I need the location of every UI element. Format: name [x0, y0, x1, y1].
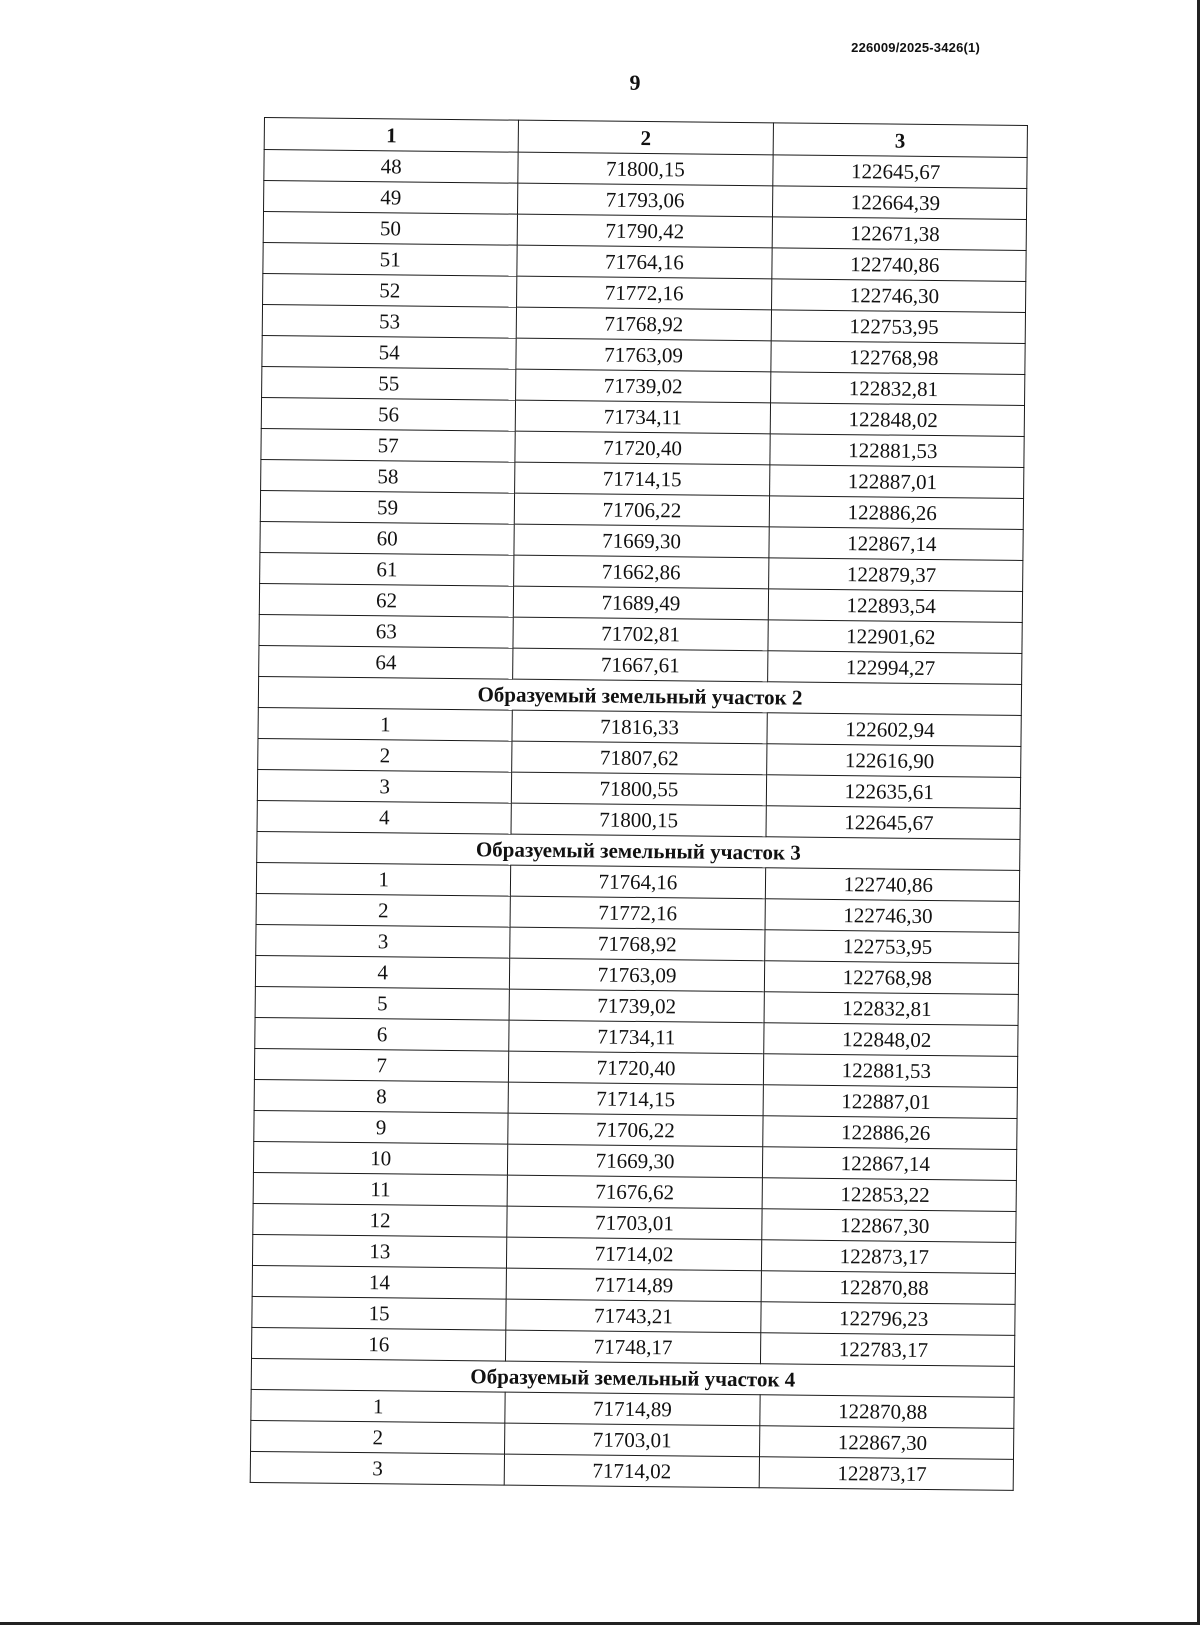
point-number-cell: 48 — [264, 150, 519, 184]
point-number-cell: 63 — [259, 614, 514, 648]
section-title: Образуемый земельный участок 3 — [257, 831, 1020, 870]
y-coordinate-cell: 122886,26 — [762, 1116, 1017, 1150]
point-number-cell: 2 — [258, 738, 513, 772]
y-coordinate-cell: 122783,17 — [760, 1333, 1015, 1367]
point-number-cell: 4 — [255, 955, 510, 989]
point-number-cell: 4 — [257, 800, 512, 834]
y-coordinate-cell: 122893,54 — [768, 589, 1023, 623]
point-number-cell: 1 — [256, 862, 511, 896]
section-title: Образуемый земельный участок 2 — [258, 676, 1021, 715]
x-coordinate-cell: 71714,89 — [505, 1392, 760, 1426]
y-coordinate-cell: 122867,14 — [769, 527, 1024, 561]
y-coordinate-cell: 122635,61 — [766, 775, 1021, 809]
x-coordinate-cell: 71772,16 — [517, 276, 772, 310]
x-coordinate-cell: 71703,01 — [505, 1423, 760, 1457]
point-number-cell: 3 — [250, 1451, 505, 1485]
x-coordinate-cell: 71763,09 — [510, 958, 765, 992]
point-number-cell: 52 — [263, 273, 518, 307]
header-cell-1: 1 — [264, 118, 519, 153]
point-number-cell: 15 — [252, 1296, 507, 1330]
x-coordinate-cell: 71790,42 — [517, 214, 772, 248]
y-coordinate-cell: 122616,90 — [766, 744, 1021, 778]
y-coordinate-cell: 122645,67 — [772, 155, 1027, 189]
y-coordinate-cell: 122881,53 — [770, 434, 1025, 468]
x-coordinate-cell: 71714,15 — [508, 1082, 763, 1116]
x-coordinate-cell: 71714,02 — [507, 1237, 762, 1271]
x-coordinate-cell: 71714,02 — [505, 1454, 760, 1488]
y-coordinate-cell: 122740,86 — [771, 248, 1026, 282]
point-number-cell: 62 — [259, 583, 514, 617]
point-number-cell: 55 — [262, 366, 517, 400]
x-coordinate-cell: 71763,09 — [516, 338, 771, 372]
y-coordinate-cell: 122832,81 — [770, 372, 1025, 406]
x-coordinate-cell: 71676,62 — [507, 1175, 762, 1209]
x-coordinate-cell: 71764,16 — [517, 245, 772, 279]
y-coordinate-cell: 122867,14 — [762, 1147, 1017, 1181]
x-coordinate-cell: 71743,21 — [506, 1299, 761, 1333]
x-coordinate-cell: 71764,16 — [511, 865, 766, 899]
x-coordinate-cell: 71816,33 — [512, 710, 767, 744]
x-coordinate-cell: 71720,40 — [509, 1051, 764, 1085]
point-number-cell: 2 — [256, 893, 511, 927]
y-coordinate-cell: 122753,95 — [771, 310, 1026, 344]
point-number-cell: 60 — [260, 521, 515, 555]
x-coordinate-cell: 71714,15 — [515, 462, 770, 496]
y-coordinate-cell: 122867,30 — [759, 1426, 1014, 1460]
x-coordinate-cell: 71706,22 — [515, 493, 770, 527]
x-coordinate-cell: 71768,92 — [510, 927, 765, 961]
x-coordinate-cell: 71800,15 — [511, 803, 766, 837]
y-coordinate-cell: 122768,98 — [764, 961, 1019, 995]
point-number-cell: 51 — [263, 242, 518, 276]
y-coordinate-cell: 122848,02 — [770, 403, 1025, 437]
point-number-cell: 13 — [252, 1234, 507, 1268]
x-coordinate-cell: 71669,30 — [508, 1144, 763, 1178]
point-number-cell: 61 — [260, 552, 515, 586]
x-coordinate-cell: 71703,01 — [507, 1206, 762, 1240]
y-coordinate-cell: 122873,17 — [761, 1240, 1016, 1274]
y-coordinate-cell: 122740,86 — [765, 868, 1020, 902]
x-coordinate-cell: 71689,49 — [514, 586, 769, 620]
point-number-cell: 2 — [251, 1420, 506, 1454]
point-number-cell: 53 — [262, 304, 517, 338]
x-coordinate-cell: 71800,15 — [518, 152, 773, 186]
y-coordinate-cell: 122994,27 — [767, 651, 1022, 685]
x-coordinate-cell: 71667,61 — [513, 648, 768, 682]
y-coordinate-cell: 122645,67 — [766, 806, 1021, 840]
section-title: Образуемый земельный участок 4 — [251, 1358, 1014, 1397]
y-coordinate-cell: 122886,26 — [769, 496, 1024, 530]
point-number-cell: 3 — [256, 924, 511, 958]
x-coordinate-cell: 71662,86 — [514, 555, 769, 589]
point-number-cell: 54 — [262, 335, 517, 369]
y-coordinate-cell: 122870,88 — [761, 1271, 1016, 1305]
point-number-cell: 1 — [258, 707, 513, 741]
document-id: 226009/2025-3426(1) — [851, 40, 980, 55]
y-coordinate-cell: 122671,38 — [772, 217, 1027, 251]
page-number: 9 — [629, 70, 641, 95]
point-number-cell: 49 — [264, 181, 519, 215]
point-number-cell: 5 — [255, 986, 510, 1020]
x-coordinate-cell: 71720,40 — [515, 431, 770, 465]
point-number-cell: 12 — [253, 1203, 508, 1237]
point-number-cell: 9 — [254, 1110, 509, 1144]
y-coordinate-cell: 122664,39 — [772, 186, 1027, 220]
x-coordinate-cell: 71793,06 — [518, 183, 773, 217]
x-coordinate-cell: 71669,30 — [514, 524, 769, 558]
x-coordinate-cell: 71702,81 — [513, 617, 768, 651]
x-coordinate-cell: 71807,62 — [512, 741, 767, 775]
header-cell-2: 2 — [518, 120, 773, 155]
point-number-cell: 6 — [255, 1017, 510, 1051]
point-number-cell: 57 — [261, 428, 516, 462]
y-coordinate-cell: 122887,01 — [769, 465, 1024, 499]
y-coordinate-cell: 122887,01 — [763, 1085, 1018, 1119]
y-coordinate-cell: 122879,37 — [768, 558, 1023, 592]
y-coordinate-cell: 122867,30 — [761, 1209, 1016, 1243]
x-coordinate-cell: 71706,22 — [508, 1113, 763, 1147]
y-coordinate-cell: 122753,95 — [764, 930, 1019, 964]
coordinates-table-body — [250, 118, 1027, 1491]
y-coordinate-cell: 122853,22 — [762, 1178, 1017, 1212]
y-coordinate-cell: 122746,30 — [771, 279, 1026, 313]
y-coordinate-cell: 122901,62 — [768, 620, 1023, 654]
point-number-cell: 14 — [252, 1265, 507, 1299]
point-number-cell: 56 — [261, 397, 516, 431]
x-coordinate-cell: 71714,89 — [506, 1268, 761, 1302]
y-coordinate-cell: 122746,30 — [765, 899, 1020, 933]
x-coordinate-cell: 71768,92 — [517, 307, 772, 341]
point-number-cell: 10 — [253, 1141, 508, 1175]
x-coordinate-cell: 71734,11 — [516, 400, 771, 434]
y-coordinate-cell: 122768,98 — [771, 341, 1026, 375]
y-coordinate-cell: 122796,23 — [760, 1302, 1015, 1336]
x-coordinate-cell: 71734,11 — [509, 1020, 764, 1054]
y-coordinate-cell: 122873,17 — [759, 1457, 1014, 1491]
point-number-cell: 64 — [259, 645, 514, 679]
y-coordinate-cell: 122832,81 — [764, 992, 1019, 1026]
x-coordinate-cell: 71748,17 — [506, 1330, 761, 1364]
point-number-cell: 16 — [251, 1327, 506, 1361]
point-number-cell: 8 — [254, 1079, 509, 1113]
point-number-cell: 58 — [261, 459, 516, 493]
x-coordinate-cell: 71739,02 — [516, 369, 771, 403]
y-coordinate-cell: 122848,02 — [763, 1023, 1018, 1057]
point-number-cell: 7 — [254, 1048, 509, 1082]
point-number-cell: 50 — [263, 212, 518, 246]
coordinates-table — [250, 117, 1028, 1491]
y-coordinate-cell: 122870,88 — [759, 1395, 1014, 1429]
x-coordinate-cell: 71772,16 — [510, 896, 765, 930]
point-number-cell: 3 — [257, 769, 512, 803]
y-coordinate-cell: 122602,94 — [767, 713, 1022, 747]
point-number-cell: 11 — [253, 1172, 508, 1206]
x-coordinate-cell: 71739,02 — [509, 989, 764, 1023]
point-number-cell: 1 — [251, 1389, 506, 1423]
header-cell-3: 3 — [773, 123, 1028, 158]
point-number-cell: 59 — [260, 490, 515, 524]
x-coordinate-cell: 71800,55 — [512, 772, 767, 806]
y-coordinate-cell: 122881,53 — [763, 1054, 1018, 1088]
